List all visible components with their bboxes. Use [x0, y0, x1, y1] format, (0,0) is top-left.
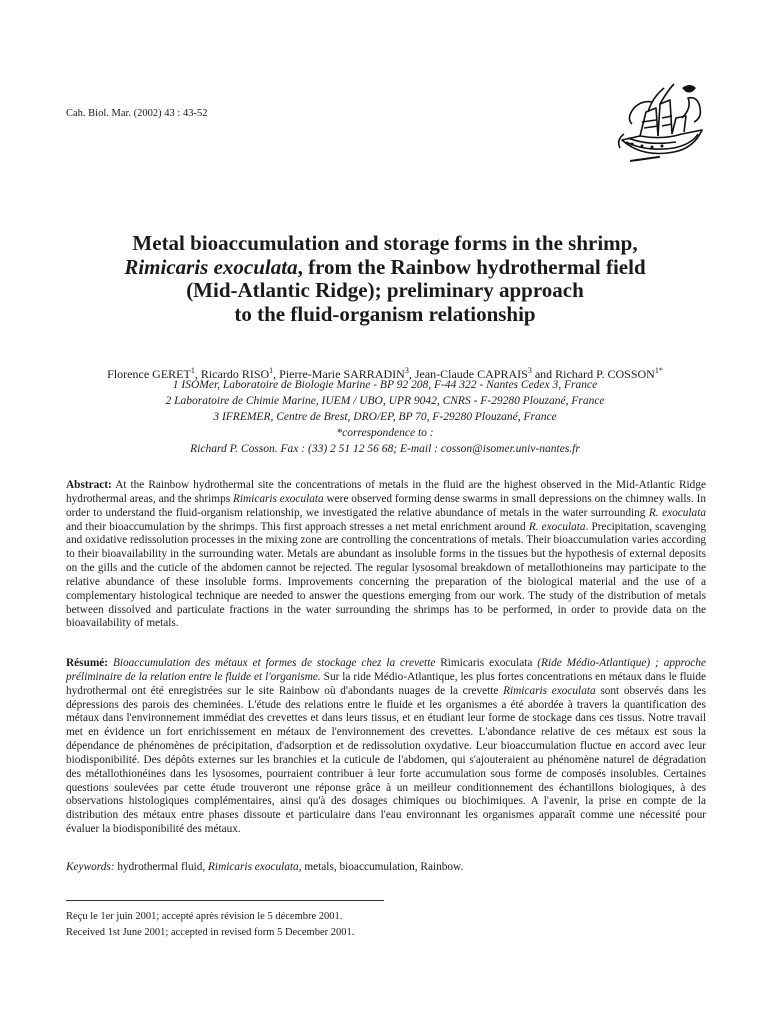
received-date-en: Received 1st June 2001; accepted in revised form 5 December 2001.: [66, 927, 355, 938]
affiliation-3: 3 IFREMER, Centre de Brest, DRO/EP, BP 70, F-29280 Plouzané, France: [213, 411, 557, 423]
abstract-label: Abstract:: [66, 479, 112, 491]
received-dates: [66, 909, 354, 941]
abstract: Abstract: At the Rainbow hydrothermal site the concentrations of metals in the fluid are the highest observed in the Mid-Atlantic Ridge hydrothermal areas, and the shrimps Rimicaris exoculata were observed forming dense swarms in small depressions on the chimney walls. In order to understand the fluid-organism relationship, we investigated the relative abundance of metals in the water surrounding R. exoculata and their bioaccumulation by the shrimps. This first approach stresses a net metal enrichment around R. exoculata. Precipitation, scavenging and oxidative redissolution processes in the mixing zone are controlling the concentrations of metals. Their bioaccumulation varies according to their bioavailability in the surrounding water. Metals are abundant as insoluble forms in the tissues but the hypothesis of external deposits on the gills and the cuticle of the abdomen cannot be rejected. The regular lysosomal breakdown of metallothioneins may participate to the relative abundance of these insoluble forms. Improvements concerning the preparation of the biological material and the use of a complementary histological technique are needed to answer the questions emerging from our work. The study of the distribution of metals between dissolved and particulate fractions in the water surrounding the shrimps has to be performed, in order to provide data on the bioavailability of metals.: [66, 479, 707, 630]
author-1: Florence GERET$^1$,: [107, 366, 201, 381]
author-4: Jean-Claude CAPRAIS$^3$ and: [414, 366, 556, 381]
keywords-label: Keywords:: [66, 861, 115, 873]
correspondence-label: *correspondence to :: [336, 427, 434, 439]
keywords: Keywords: hydrothermal fluid, Rimicaris exoculata, metals, bioaccumulation, Rainbow.: [66, 861, 464, 873]
author-2: Ricardo RISO$^1$,: [200, 366, 280, 381]
affiliation-1: 1 ISOMer, Laboratoire de Biologie Marine - BP 92 208, F-44 322 - Nantes Cedex 3, France: [172, 379, 598, 391]
affiliation-2: 2 Laboratoire de Chimie Marine, IUEM / UBO, UPR 9042, CNRS - F-29280 Plouzané, France: [165, 395, 605, 407]
author-5: Richard P. $COSSON^{1*}$: [555, 366, 663, 381]
resume-label: Résumé:: [66, 657, 109, 669]
title-line-4: to the fluid-organism relationship: [234, 301, 536, 326]
title-line-1: Metal bioaccumulation and storage forms in the shrimp,: [132, 231, 638, 255]
resume: Résumé: Bioaccumulation des métaux et formes de stockage chez la crevette Rimicaris exoculata (Ride Médio-Atlantique) ; approche préliminaire de la relation entre le fluide et l'organisme. Sur la ride Médio-Atlantique, les plus fortes concentrations en métaux dans le fluide hydrothermal ont été enregistrées sur le site Rainbow où d'abondants nuages de la crevette Rimicaris exoculata sont observés dans les dépressions des parois des cheminées. L'étude des relations entre le fluide et les organismes a été abordée à travers la quantification des métaux dans l'environnement immédiat des crevettes et dans leurs tissus, et en étudiant leur forme de stockage dans ces tissus. Notre travail met en évidence un fort enrichissement en métaux de l'environnement des crevettes. L'abondance relative de ces métaux est sous la dépendance de phénomènes de précipitation, d'adsorption et de redissolution oxydative. Leur bioaccumulation fluctue en accord avec leur biodisponibilité. Des dépôts externes sur les branchies et la cuticule de l'abdomen, qui s'ajouteraient au phénomène naturel de dégradation des métallothionéines dans les lysosomes, pourraient contribuer à leur forte accumulation sous forme de composés insolubles. Certaines questions soulevées par cette étude trouveront une réponse grâce à un meilleur conditionnement des échantillons biologiques, à des observations histologiques complémentaires, ainsi qu'à des dosages chimiques ou biochimiques. A l'avenir, la prise en compte de la distribution des métaux entre phases dissoute et particulaire dans l'eau environnant les organismes apparaît comme une nécessité pour évaluer la biodisponibilité des métaux.: [66, 657, 707, 836]
author-3: Pierre-Marie SARRADIN$^3$,: [279, 366, 415, 381]
title-line-2: , from the Rainbow hydrothermal field: [297, 254, 646, 279]
article-title: [60, 232, 710, 326]
correspondence-details: Richard P. Cosson. Fax : (33) 2 51 12 56 68; E-mail : cosson@isomer.univ-nantes.fr: [190, 443, 580, 455]
received-date-fr: Reçu le 1er juin 2001; accepté après révision le 5 décembre 2001.: [66, 911, 343, 922]
sailing-ship-icon: [612, 78, 708, 168]
journal-citation: Cah. Biol. Mar. (2002) 43 : 43-52: [66, 108, 208, 119]
title-line-3: (Mid-Atlantic Ridge); preliminary approach: [186, 278, 584, 302]
title-species: Rimicaris exoculata: [124, 254, 298, 279]
footnote-divider: [66, 900, 384, 901]
